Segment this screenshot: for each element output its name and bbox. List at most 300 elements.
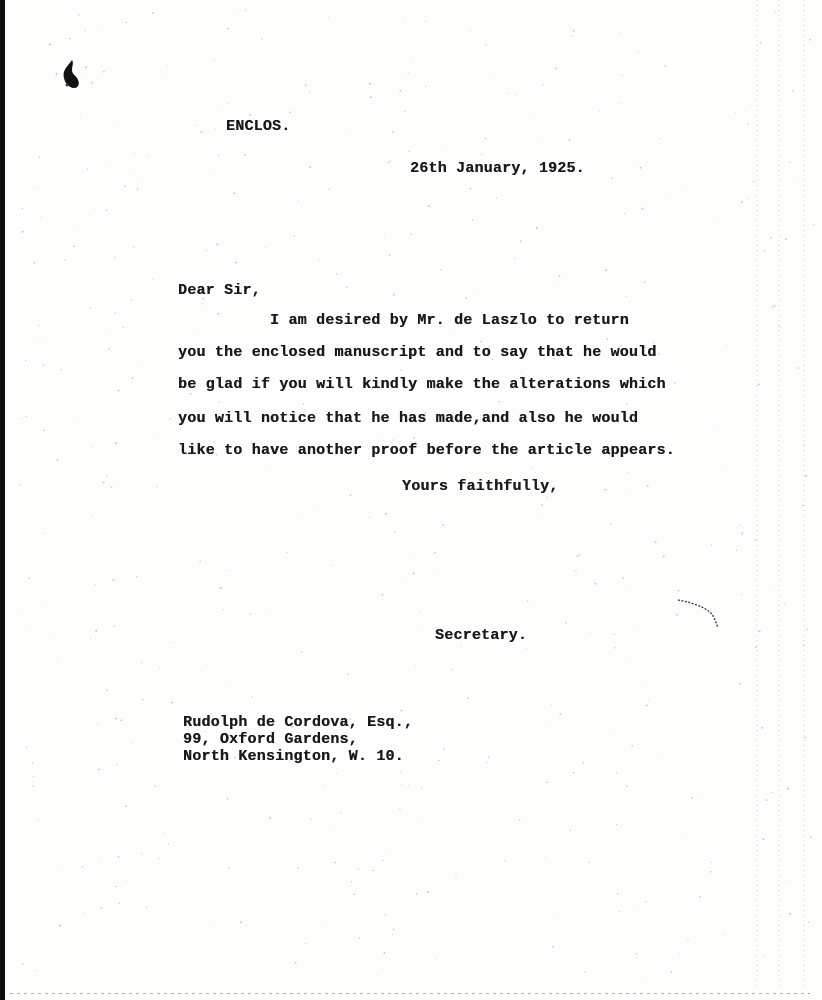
speck <box>305 943 306 944</box>
speck <box>740 790 741 791</box>
speck <box>133 246 134 247</box>
speck <box>106 209 108 211</box>
speck <box>627 472 628 473</box>
speck <box>804 737 806 739</box>
speck <box>334 862 336 864</box>
speck <box>428 205 430 207</box>
speck <box>385 914 387 916</box>
speck <box>26 747 27 748</box>
speck <box>808 922 809 923</box>
speck <box>418 626 419 627</box>
speck <box>269 817 271 819</box>
speck <box>470 188 472 190</box>
speck <box>377 975 378 976</box>
speck <box>403 19 404 20</box>
speck <box>758 383 760 385</box>
speck <box>416 893 418 895</box>
speck <box>488 757 490 759</box>
speck <box>114 257 115 258</box>
speck <box>218 154 219 155</box>
speck <box>125 22 127 24</box>
speck <box>655 541 657 543</box>
speck <box>408 72 409 73</box>
speck <box>572 35 573 36</box>
speck <box>680 174 681 175</box>
speck <box>350 494 352 496</box>
speck <box>309 166 311 168</box>
speck <box>551 705 552 706</box>
speck <box>42 603 43 604</box>
speck <box>87 168 88 169</box>
speck <box>645 901 646 902</box>
speck <box>725 934 726 935</box>
speck <box>354 894 356 896</box>
speck <box>647 485 649 487</box>
speck <box>61 868 62 869</box>
speck <box>382 860 383 861</box>
speck <box>32 785 34 787</box>
speck <box>646 976 647 977</box>
speck <box>335 830 336 831</box>
speck <box>404 583 405 584</box>
speck <box>763 955 764 956</box>
speck <box>614 634 615 635</box>
speck <box>34 262 36 264</box>
speck <box>392 131 394 133</box>
speck <box>496 197 497 198</box>
speck <box>125 805 127 807</box>
speck <box>610 734 611 735</box>
speck <box>792 90 794 92</box>
speck <box>616 824 618 826</box>
speck <box>467 697 469 699</box>
closing: Yours faithfully, <box>402 478 559 495</box>
speck <box>451 669 452 670</box>
speck <box>554 283 555 284</box>
speck <box>552 946 554 948</box>
speck <box>784 603 785 604</box>
speck <box>624 213 625 214</box>
speck <box>95 630 97 632</box>
speck <box>60 369 61 370</box>
speck <box>718 429 719 430</box>
speck <box>782 511 783 512</box>
speck <box>219 401 220 402</box>
speck <box>536 227 538 229</box>
speck <box>531 468 532 469</box>
speck <box>408 150 410 152</box>
speck <box>408 296 409 297</box>
speck <box>303 403 305 405</box>
speck <box>33 776 34 777</box>
speck <box>802 268 803 269</box>
speck <box>638 52 639 53</box>
speck <box>266 610 267 611</box>
speck <box>138 361 139 362</box>
speck <box>539 142 540 143</box>
speck <box>64 260 65 261</box>
speck <box>225 683 226 684</box>
speck <box>220 587 222 589</box>
speck <box>74 418 75 419</box>
speck <box>131 299 133 301</box>
speck <box>359 937 360 938</box>
speck <box>227 28 229 30</box>
speck <box>138 183 139 184</box>
speck <box>404 111 405 112</box>
speck <box>115 442 117 444</box>
speck <box>472 219 473 220</box>
speck <box>610 523 611 524</box>
speck <box>790 843 791 844</box>
speck <box>325 924 326 925</box>
speck <box>679 954 680 955</box>
speck <box>420 612 421 613</box>
speck <box>750 104 751 105</box>
recipient-street: 99, Oxford Gardens, <box>183 731 358 748</box>
speck <box>711 544 712 545</box>
speck <box>674 382 676 384</box>
speck <box>425 86 426 87</box>
speck <box>106 690 108 692</box>
letter-date: 26th January, 1925. <box>410 160 585 177</box>
speck <box>293 235 295 237</box>
speck <box>545 722 546 723</box>
speck <box>626 296 627 297</box>
speck <box>336 273 337 274</box>
speck <box>134 153 135 154</box>
speck <box>301 651 302 652</box>
speck <box>311 819 312 820</box>
speck <box>431 367 432 368</box>
speck <box>410 233 411 234</box>
speck <box>809 39 811 41</box>
speck <box>789 913 791 915</box>
speck <box>137 188 139 190</box>
speck <box>318 260 319 261</box>
speck <box>584 971 585 972</box>
speck <box>579 554 581 556</box>
speck <box>740 524 741 525</box>
speck <box>794 183 795 184</box>
speck <box>427 891 429 893</box>
speck <box>634 768 635 769</box>
speck <box>39 157 40 158</box>
speck <box>115 886 117 888</box>
speck <box>389 254 391 256</box>
speck <box>710 648 711 649</box>
speck <box>546 781 548 783</box>
speck <box>102 482 104 484</box>
speck <box>171 701 173 703</box>
speck <box>710 871 712 873</box>
speck <box>683 186 684 187</box>
speck <box>783 441 784 442</box>
speck <box>762 838 764 840</box>
speck <box>421 788 422 789</box>
speck <box>569 139 571 141</box>
speck <box>541 514 542 515</box>
speck <box>435 958 436 959</box>
speck <box>235 262 237 264</box>
speck <box>265 470 266 471</box>
speck <box>447 606 448 607</box>
speck <box>156 486 157 487</box>
speck <box>93 492 94 493</box>
speck <box>526 648 527 649</box>
speck <box>787 788 789 790</box>
speck <box>393 929 395 931</box>
speck <box>41 217 42 218</box>
speck <box>57 459 59 461</box>
speck <box>485 44 486 45</box>
speck <box>814 23 815 24</box>
speck <box>646 704 648 706</box>
speck <box>26 416 27 417</box>
speck <box>392 439 393 440</box>
speck <box>640 70 641 71</box>
speck <box>199 333 200 334</box>
speck <box>800 460 801 461</box>
speck <box>514 258 515 259</box>
speck <box>549 697 550 698</box>
speck <box>413 437 415 439</box>
speck <box>228 103 229 104</box>
speck <box>541 504 543 506</box>
speck <box>626 403 627 404</box>
speck <box>91 516 92 517</box>
speck <box>413 572 415 574</box>
speck <box>619 34 620 35</box>
speck <box>588 862 589 863</box>
speck <box>384 234 385 235</box>
speck <box>195 125 196 126</box>
speck <box>488 76 489 77</box>
speck <box>751 943 752 944</box>
speck <box>115 717 117 719</box>
speck <box>443 748 445 750</box>
speck <box>109 330 110 331</box>
speck <box>223 609 224 610</box>
speck <box>660 138 661 139</box>
speck <box>435 575 436 576</box>
speck <box>25 360 26 361</box>
speck <box>473 900 474 901</box>
speck <box>741 594 742 595</box>
recipient-district: North Kensington, W. 10. <box>183 748 404 765</box>
speck <box>559 275 561 277</box>
speck <box>508 93 509 94</box>
speck <box>614 647 615 648</box>
speck <box>743 528 744 529</box>
speck <box>297 867 299 869</box>
speck <box>401 369 402 370</box>
speck <box>265 246 266 247</box>
speck <box>126 880 127 881</box>
speck <box>454 332 455 333</box>
speck <box>290 111 292 113</box>
speck <box>213 927 214 928</box>
speck <box>48 633 49 634</box>
speck <box>386 854 387 855</box>
speck <box>775 11 776 12</box>
speck <box>766 799 768 801</box>
speck <box>91 82 93 84</box>
speck <box>92 446 93 447</box>
speck <box>43 430 45 432</box>
speck <box>487 762 488 763</box>
speck <box>340 812 341 813</box>
speck <box>103 25 104 26</box>
speck <box>227 798 229 800</box>
speck <box>347 673 349 675</box>
speck <box>714 221 715 222</box>
speck <box>748 198 749 199</box>
speck <box>244 154 246 156</box>
speck <box>295 962 297 964</box>
speck <box>222 106 223 107</box>
speck <box>381 208 382 209</box>
speck <box>76 226 77 227</box>
speck <box>336 773 337 774</box>
speck <box>155 785 156 786</box>
speck <box>566 590 567 591</box>
speck <box>170 418 171 419</box>
speck <box>170 642 171 643</box>
speck <box>43 533 44 534</box>
speck <box>378 98 379 99</box>
speck <box>810 836 812 838</box>
speck <box>617 893 619 895</box>
speck <box>640 685 641 686</box>
speck <box>399 809 400 810</box>
speck <box>519 819 520 820</box>
speck <box>214 128 215 129</box>
speck <box>108 302 109 303</box>
speck <box>679 183 680 184</box>
speck <box>36 970 37 971</box>
speck <box>616 772 617 773</box>
speck <box>605 269 607 271</box>
speck <box>100 861 101 862</box>
speck <box>423 819 424 820</box>
speck <box>562 699 563 700</box>
speck <box>112 579 114 581</box>
speck <box>250 613 251 614</box>
speck <box>699 896 701 898</box>
speck <box>78 14 79 15</box>
speck <box>656 140 657 141</box>
speck <box>28 577 30 579</box>
speck <box>582 762 584 764</box>
speck <box>199 561 200 562</box>
speck <box>106 476 107 477</box>
speck <box>807 652 808 653</box>
speck <box>573 30 575 32</box>
speck <box>635 953 636 954</box>
speck <box>575 570 576 571</box>
speck <box>735 112 736 113</box>
body-line: I am desired by Mr. de Laszlo to return <box>270 312 629 329</box>
speck <box>200 131 202 133</box>
speck <box>142 699 144 701</box>
speck <box>22 963 23 964</box>
speck <box>806 628 808 630</box>
speck <box>197 899 198 900</box>
speck <box>577 555 579 557</box>
flame-mark-icon <box>58 58 84 92</box>
speck <box>425 973 426 974</box>
speck <box>555 67 557 69</box>
speck <box>252 696 253 697</box>
speck <box>661 758 662 759</box>
speck <box>410 556 411 557</box>
speck <box>97 723 98 724</box>
speck <box>621 74 622 75</box>
speck <box>573 772 575 774</box>
speck <box>286 552 287 553</box>
speck <box>789 162 790 163</box>
speck <box>798 367 800 369</box>
speck <box>228 867 230 869</box>
speck <box>747 124 749 126</box>
speck <box>100 907 102 909</box>
speck <box>644 281 646 283</box>
speck <box>520 240 522 242</box>
speck <box>35 341 36 342</box>
speck <box>632 629 633 630</box>
speck <box>372 870 374 872</box>
speck <box>813 224 814 225</box>
speck <box>118 124 119 125</box>
speck <box>152 278 153 279</box>
speck <box>404 74 405 75</box>
speck <box>84 30 85 31</box>
speck <box>382 594 384 596</box>
speck <box>233 192 235 194</box>
speck <box>774 590 775 591</box>
speck <box>611 178 613 180</box>
speck <box>595 583 597 585</box>
speck <box>760 42 762 44</box>
speck <box>739 683 741 685</box>
speck <box>726 345 727 346</box>
speck <box>34 188 35 189</box>
speck <box>146 907 147 908</box>
speck <box>408 785 409 786</box>
speck <box>146 155 147 156</box>
speck <box>387 162 388 163</box>
speck <box>504 860 505 861</box>
speck <box>604 489 606 491</box>
speck <box>309 92 310 93</box>
speck <box>130 169 131 170</box>
speck <box>32 781 33 782</box>
pen-mark-icon <box>676 596 720 630</box>
speck <box>621 103 622 104</box>
speck <box>116 764 117 765</box>
speck <box>118 856 120 858</box>
speck <box>472 294 473 295</box>
speck <box>392 934 393 935</box>
speck <box>298 201 299 202</box>
speck <box>332 565 333 566</box>
speck <box>206 250 207 251</box>
speck <box>741 201 743 203</box>
speck <box>23 614 24 615</box>
speck <box>213 59 214 60</box>
speck <box>629 490 630 491</box>
